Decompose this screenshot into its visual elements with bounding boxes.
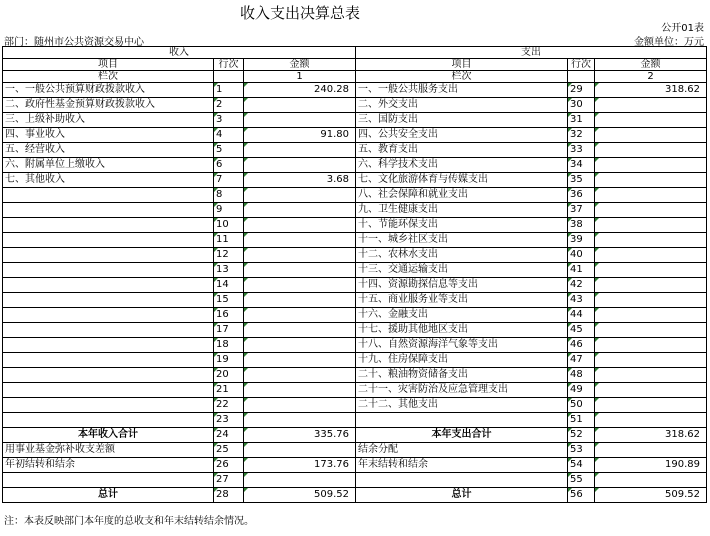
expense-row-no: 48 — [568, 368, 595, 383]
income-amount — [244, 398, 356, 413]
income-row-no: 17 — [214, 323, 244, 338]
expense-row-no: 39 — [568, 233, 595, 248]
col-header-row: 行次 — [214, 59, 244, 71]
income-item — [3, 263, 214, 278]
expense-item: 六、科学技术支出 — [356, 158, 568, 173]
form-number: 公开01表 — [661, 23, 704, 34]
table-row — [3, 428, 707, 443]
expense-item: 十八、自然资源海洋气象等支出 — [356, 338, 568, 353]
income-item: 七、其他收入 — [3, 173, 214, 188]
income-row-no: 26 — [214, 458, 244, 473]
income-row-no: 15 — [214, 293, 244, 308]
budget-table — [2, 46, 707, 503]
expense-amount — [595, 383, 707, 398]
table-row — [3, 353, 707, 368]
income-item: 总计 — [3, 488, 214, 503]
table-row — [3, 323, 707, 338]
expense-item: 七、文化旅游体育与传媒支出 — [356, 173, 568, 188]
income-item — [3, 233, 214, 248]
income-row-no: 7 — [214, 173, 244, 188]
expense-amount — [595, 233, 707, 248]
table-row — [3, 458, 707, 473]
income-item — [3, 338, 214, 353]
income-item — [3, 248, 214, 263]
table-row — [3, 83, 707, 98]
income-item: 三、上级补助收入 — [3, 113, 214, 128]
income-amount — [244, 293, 356, 308]
expense-row-no: 56 — [568, 488, 595, 503]
income-amount — [244, 338, 356, 353]
income-amount — [244, 218, 356, 233]
expense-row-no: 51 — [568, 413, 595, 428]
expense-row-no: 55 — [568, 473, 595, 488]
table-row — [3, 368, 707, 383]
income-amount — [244, 308, 356, 323]
expense-row-no: 47 — [568, 353, 595, 368]
left-col-num: 1 — [244, 71, 356, 83]
right-col-num: 2 — [595, 71, 707, 83]
expense-item: 本年支出合计 — [356, 428, 568, 443]
income-item: 二、政府性基金预算财政拨款收入 — [3, 98, 214, 113]
expense-header: 支出 — [356, 47, 707, 59]
expense-item: 结余分配 — [356, 443, 568, 458]
expense-row-no: 29 — [568, 83, 595, 98]
income-row-no: 11 — [214, 233, 244, 248]
expense-row-no: 30 — [568, 98, 595, 113]
expense-row-no: 33 — [568, 143, 595, 158]
column-index-row — [3, 71, 707, 83]
income-row-no: 20 — [214, 368, 244, 383]
expense-amount — [595, 413, 707, 428]
left-blank — [214, 71, 244, 83]
income-item — [3, 293, 214, 308]
income-row-no: 16 — [214, 308, 244, 323]
expense-item: 二十一、灾害防治及应急管理支出 — [356, 383, 568, 398]
expense-row-no: 54 — [568, 458, 595, 473]
income-item: 用事业基金弥补收支差额 — [3, 443, 214, 458]
expense-amount — [595, 113, 707, 128]
expense-amount — [595, 398, 707, 413]
income-item — [3, 473, 214, 488]
table-row — [3, 443, 707, 458]
expense-amount: 190.89 — [595, 458, 707, 473]
income-header: 收入 — [3, 47, 356, 59]
income-item — [3, 308, 214, 323]
table-row — [3, 158, 707, 173]
income-amount — [244, 143, 356, 158]
expense-item: 二十、粮油物资储备支出 — [356, 368, 568, 383]
expense-item: 三、国防支出 — [356, 113, 568, 128]
expense-amount — [595, 308, 707, 323]
income-item: 六、附属单位上缴收入 — [3, 158, 214, 173]
table-row — [3, 293, 707, 308]
expense-item: 二十二、其他支出 — [356, 398, 568, 413]
expense-item: 五、教育支出 — [356, 143, 568, 158]
income-item — [3, 278, 214, 293]
income-amount — [244, 98, 356, 113]
income-amount — [244, 278, 356, 293]
income-amount — [244, 248, 356, 263]
left-label: 栏次 — [3, 71, 214, 83]
expense-row-no: 44 — [568, 308, 595, 323]
income-amount — [244, 383, 356, 398]
col-header-amount: 金额 — [595, 59, 707, 71]
table-row — [3, 263, 707, 278]
table-row — [3, 398, 707, 413]
expense-item — [356, 413, 568, 428]
footnote: 注：本表反映部门本年度的总收支和年末结转结余情况。 — [4, 516, 254, 527]
income-amount — [244, 233, 356, 248]
income-row-no: 24 — [214, 428, 244, 443]
income-row-no: 1 — [214, 83, 244, 98]
income-amount — [244, 263, 356, 278]
income-row-no: 4 — [214, 128, 244, 143]
income-item — [3, 398, 214, 413]
expense-item: 十四、资源勘探信息等支出 — [356, 278, 568, 293]
expense-amount — [595, 158, 707, 173]
income-row-no: 19 — [214, 353, 244, 368]
expense-row-no: 52 — [568, 428, 595, 443]
income-amount: 509.52 — [244, 488, 356, 503]
income-item — [3, 188, 214, 203]
income-row-no: 23 — [214, 413, 244, 428]
expense-row-no: 41 — [568, 263, 595, 278]
income-amount — [244, 368, 356, 383]
table-row — [3, 488, 707, 503]
table-row — [3, 473, 707, 488]
income-item: 五、经营收入 — [3, 143, 214, 158]
income-row-no: 8 — [214, 188, 244, 203]
expense-amount — [595, 188, 707, 203]
expense-item: 十九、住房保障支出 — [356, 353, 568, 368]
table-row — [3, 173, 707, 188]
income-row-no: 28 — [214, 488, 244, 503]
income-row-no: 9 — [214, 203, 244, 218]
expense-amount — [595, 353, 707, 368]
income-item: 一、一般公共预算财政拨款收入 — [3, 83, 214, 98]
expense-row-no: 43 — [568, 293, 595, 308]
expense-row-no: 37 — [568, 203, 595, 218]
expense-item: 十二、农林水支出 — [356, 248, 568, 263]
expense-amount — [595, 263, 707, 278]
income-amount — [244, 188, 356, 203]
income-item — [3, 368, 214, 383]
expense-row-no: 45 — [568, 323, 595, 338]
income-row-no: 5 — [214, 143, 244, 158]
expense-amount: 509.52 — [595, 488, 707, 503]
expense-amount: 318.62 — [595, 83, 707, 98]
expense-item: 十一、城乡社区支出 — [356, 233, 568, 248]
income-row-no: 10 — [214, 218, 244, 233]
expense-amount — [595, 248, 707, 263]
expense-amount — [595, 323, 707, 338]
expense-item: 十七、援助其他地区支出 — [356, 323, 568, 338]
income-row-no: 3 — [214, 113, 244, 128]
table-row — [3, 278, 707, 293]
income-amount — [244, 443, 356, 458]
table-row — [3, 143, 707, 158]
table-row — [3, 98, 707, 113]
table-row — [3, 308, 707, 323]
income-amount: 3.68 — [244, 173, 356, 188]
expense-row-no: 53 — [568, 443, 595, 458]
table-title: 收入支出决算总表 — [239, 4, 360, 22]
expense-row-no: 35 — [568, 173, 595, 188]
table-row — [3, 413, 707, 428]
expense-amount — [595, 128, 707, 143]
expense-item — [356, 473, 568, 488]
expense-amount — [595, 218, 707, 233]
expense-row-no: 42 — [568, 278, 595, 293]
expense-item: 八、社会保障和就业支出 — [356, 188, 568, 203]
income-amount: 335.76 — [244, 428, 356, 443]
income-item — [3, 323, 214, 338]
department-label: 部门：随州市公共资源交易中心 — [4, 37, 144, 48]
unit-label: 金额单位：万元 — [634, 37, 704, 48]
income-item — [3, 383, 214, 398]
income-amount — [244, 473, 356, 488]
expense-amount — [595, 368, 707, 383]
expense-item: 二、外交支出 — [356, 98, 568, 113]
income-row-no: 6 — [214, 158, 244, 173]
col-header-item: 项目 — [3, 59, 214, 71]
income-item — [3, 218, 214, 233]
col-header-amount: 金额 — [244, 59, 356, 71]
expense-row-no: 38 — [568, 218, 595, 233]
expense-amount — [595, 473, 707, 488]
expense-item: 四、公共安全支出 — [356, 128, 568, 143]
income-row-no: 14 — [214, 278, 244, 293]
income-row-no: 2 — [214, 98, 244, 113]
expense-row-no: 34 — [568, 158, 595, 173]
table-row — [3, 233, 707, 248]
expense-item: 十六、金融支出 — [356, 308, 568, 323]
expense-item: 一、一般公共服务支出 — [356, 83, 568, 98]
income-amount — [244, 113, 356, 128]
expense-amount — [595, 98, 707, 113]
expense-row-no: 46 — [568, 338, 595, 353]
income-amount — [244, 413, 356, 428]
expense-item: 九、卫生健康支出 — [356, 203, 568, 218]
expense-amount — [595, 443, 707, 458]
table-row — [3, 338, 707, 353]
expense-item: 十、节能环保支出 — [356, 218, 568, 233]
section-header-row — [3, 47, 707, 59]
expense-amount — [595, 338, 707, 353]
income-row-no: 22 — [214, 398, 244, 413]
income-amount — [244, 323, 356, 338]
expense-amount — [595, 173, 707, 188]
expense-item: 十五、商业服务业等支出 — [356, 293, 568, 308]
expense-amount — [595, 143, 707, 158]
col-header-item: 项目 — [356, 59, 568, 71]
income-item: 本年收入合计 — [3, 428, 214, 443]
expense-item: 年末结转和结余 — [356, 458, 568, 473]
income-amount — [244, 203, 356, 218]
income-row-no: 13 — [214, 263, 244, 278]
expense-row-no: 36 — [568, 188, 595, 203]
table-row — [3, 203, 707, 218]
col-header-row: 行次 — [568, 59, 595, 71]
right-blank — [568, 71, 595, 83]
income-item — [3, 353, 214, 368]
income-row-no: 25 — [214, 443, 244, 458]
column-header-row — [3, 59, 707, 71]
table-row — [3, 383, 707, 398]
table-row — [3, 218, 707, 233]
expense-row-no: 49 — [568, 383, 595, 398]
income-item: 四、事业收入 — [3, 128, 214, 143]
table-row — [3, 128, 707, 143]
expense-row-no: 50 — [568, 398, 595, 413]
income-amount: 240.28 — [244, 83, 356, 98]
expense-amount — [595, 278, 707, 293]
right-label: 栏次 — [356, 71, 568, 83]
expense-item: 十三、交通运输支出 — [356, 263, 568, 278]
expense-row-no: 40 — [568, 248, 595, 263]
table-row — [3, 248, 707, 263]
table-row — [3, 188, 707, 203]
income-amount: 91.80 — [244, 128, 356, 143]
expense-row-no: 32 — [568, 128, 595, 143]
income-row-no: 12 — [214, 248, 244, 263]
income-amount: 173.76 — [244, 458, 356, 473]
income-item: 年初结转和结余 — [3, 458, 214, 473]
income-amount — [244, 353, 356, 368]
income-row-no: 18 — [214, 338, 244, 353]
income-amount — [244, 158, 356, 173]
expense-row-no: 31 — [568, 113, 595, 128]
income-item — [3, 203, 214, 218]
income-row-no: 21 — [214, 383, 244, 398]
expense-amount — [595, 203, 707, 218]
expense-item: 总计 — [356, 488, 568, 503]
expense-amount — [595, 293, 707, 308]
income-item — [3, 413, 214, 428]
table-row — [3, 113, 707, 128]
expense-amount: 318.62 — [595, 428, 707, 443]
income-row-no: 27 — [214, 473, 244, 488]
